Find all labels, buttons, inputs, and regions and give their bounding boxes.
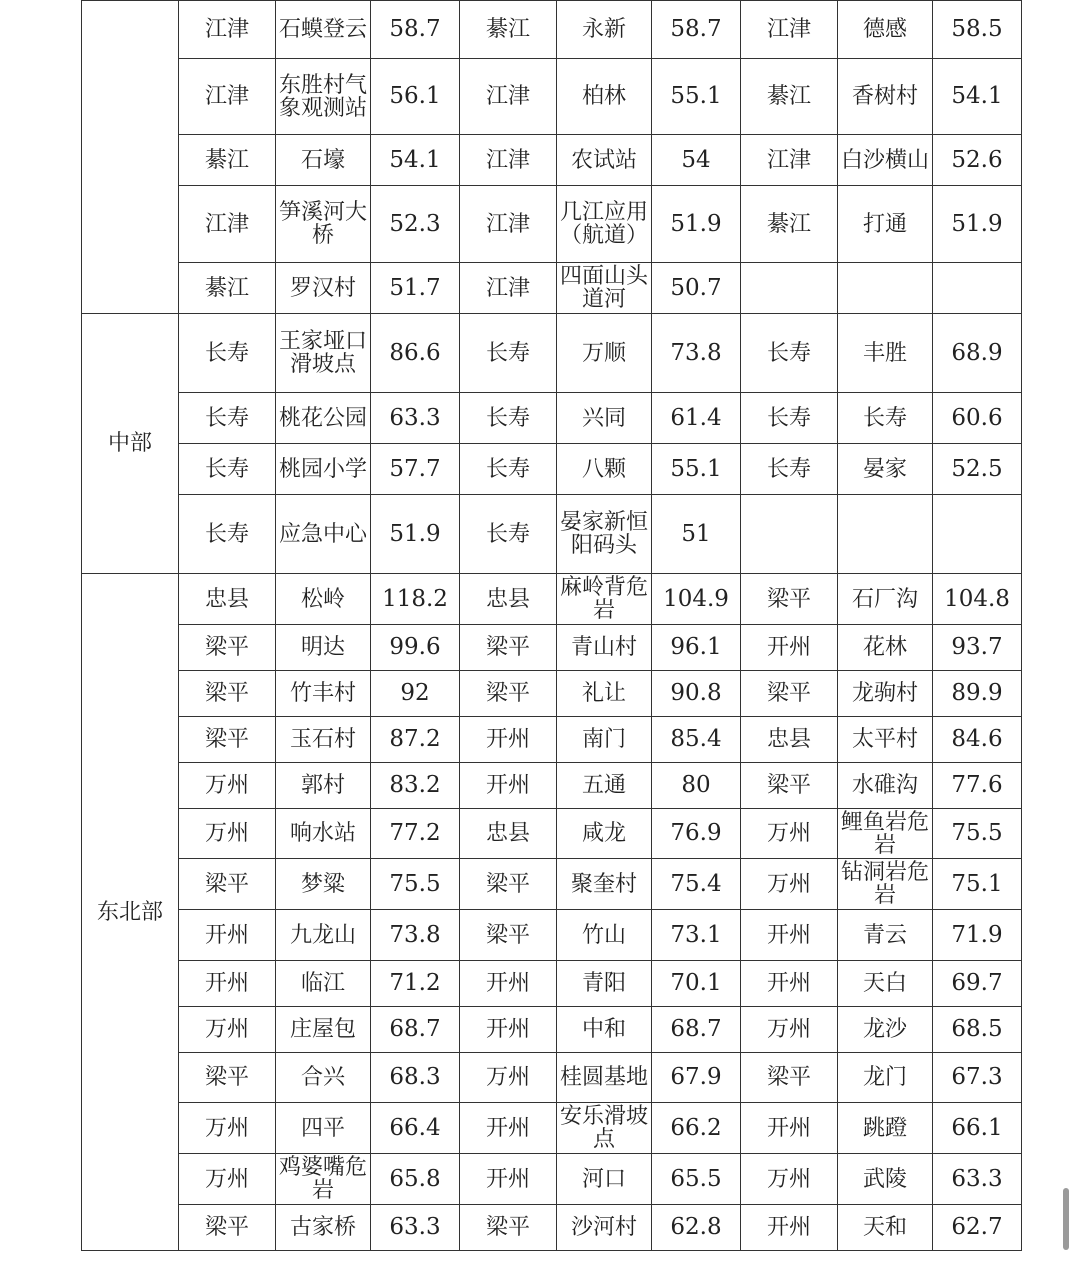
county-cell: 梁平 <box>179 717 276 763</box>
table-row <box>82 625 1022 671</box>
station-cell: 石蟆登云 <box>276 1 371 59</box>
rainfall-value-cell: 63.3 <box>371 1205 460 1251</box>
county-cell: 开州 <box>741 1205 838 1251</box>
county-cell: 开州 <box>741 961 838 1007</box>
station-cell: 白沙横山 <box>838 135 933 186</box>
rainfall-value-cell: 54.1 <box>933 59 1022 135</box>
station-cell: 九龙山 <box>276 910 371 961</box>
county-cell: 长寿 <box>741 314 838 393</box>
county-cell: 梁平 <box>179 671 276 717</box>
county-cell: 梁平 <box>741 574 838 625</box>
station-cell: 八颗 <box>557 444 652 495</box>
county-cell <box>741 263 838 314</box>
table-row <box>82 1205 1022 1251</box>
rainfall-value-cell: 62.8 <box>652 1205 741 1251</box>
rainfall-value-cell: 51 <box>652 495 741 574</box>
county-cell: 开州 <box>460 763 557 809</box>
station-cell: 龙沙 <box>838 1007 933 1053</box>
station-cell: 花林 <box>838 625 933 671</box>
station-cell: 香树村 <box>838 59 933 135</box>
county-cell: 忠县 <box>179 574 276 625</box>
county-cell: 开州 <box>741 625 838 671</box>
county-cell: 长寿 <box>179 444 276 495</box>
rainfall-value-cell: 84.6 <box>933 717 1022 763</box>
station-cell: 四平 <box>276 1103 371 1154</box>
rainfall-value-cell: 104.9 <box>652 574 741 625</box>
rainfall-value-cell: 54.1 <box>371 135 460 186</box>
rainfall-value-cell: 75.5 <box>371 859 460 910</box>
station-cell: 王家垭口滑坡点 <box>276 314 371 393</box>
county-cell: 梁平 <box>460 671 557 717</box>
rainfall-value-cell: 63.3 <box>933 1154 1022 1205</box>
station-cell: 麻岭背危岩 <box>557 574 652 625</box>
rainfall-value-cell: 73.8 <box>371 910 460 961</box>
rainfall-value-cell: 68.5 <box>933 1007 1022 1053</box>
rainfall-value-cell: 50.7 <box>652 263 741 314</box>
station-cell: 水碓沟 <box>838 763 933 809</box>
rainfall-value-cell: 83.2 <box>371 763 460 809</box>
county-cell: 长寿 <box>741 393 838 444</box>
station-cell: 晏家新恒阳码头 <box>557 495 652 574</box>
county-cell: 万州 <box>179 1103 276 1154</box>
rainfall-value-cell: 90.8 <box>652 671 741 717</box>
station-cell: 钻洞岩危岩 <box>838 859 933 910</box>
county-cell: 长寿 <box>741 444 838 495</box>
station-cell: 桂圆基地 <box>557 1053 652 1103</box>
county-cell: 梁平 <box>741 671 838 717</box>
table-row <box>82 186 1022 263</box>
county-cell: 开州 <box>460 717 557 763</box>
table-row <box>82 910 1022 961</box>
county-cell: 梁平 <box>179 859 276 910</box>
county-cell: 梁平 <box>460 625 557 671</box>
rainfall-value-cell: 75.4 <box>652 859 741 910</box>
table-row <box>82 809 1022 859</box>
rainfall-value-cell: 56.1 <box>371 59 460 135</box>
rainfall-value-cell: 86.6 <box>371 314 460 393</box>
rainfall-value-cell: 58.7 <box>652 1 741 59</box>
station-cell: 鸡婆嘴危岩 <box>276 1154 371 1205</box>
station-cell: 响水站 <box>276 809 371 859</box>
rainfall-value-cell: 104.8 <box>933 574 1022 625</box>
rainfall-value-cell: 92 <box>371 671 460 717</box>
table-row <box>82 859 1022 910</box>
scrollbar-thumb[interactable] <box>1063 1188 1069 1250</box>
rainfall-value-cell: 65.8 <box>371 1154 460 1205</box>
station-cell: 长寿 <box>838 393 933 444</box>
station-cell: 笋溪河大桥 <box>276 186 371 263</box>
station-cell: 安乐滑坡点 <box>557 1103 652 1154</box>
station-cell: 沙河村 <box>557 1205 652 1251</box>
rainfall-value-cell: 75.1 <box>933 859 1022 910</box>
rainfall-value-cell: 99.6 <box>371 625 460 671</box>
station-cell: 咸龙 <box>557 809 652 859</box>
rainfall-value-cell: 55.1 <box>652 59 741 135</box>
rainfall-value-cell: 55.1 <box>652 444 741 495</box>
county-cell: 万州 <box>741 1007 838 1053</box>
county-cell: 綦江 <box>179 263 276 314</box>
station-cell: 玉石村 <box>276 717 371 763</box>
county-cell: 梁平 <box>741 1053 838 1103</box>
station-cell: 聚奎村 <box>557 859 652 910</box>
station-cell: 石壕 <box>276 135 371 186</box>
rainfall-value-cell: 93.7 <box>933 625 1022 671</box>
station-cell: 松岭 <box>276 574 371 625</box>
station-cell: 天和 <box>838 1205 933 1251</box>
county-cell: 万州 <box>179 1154 276 1205</box>
station-cell: 东胜村气象观测站 <box>276 59 371 135</box>
county-cell: 江津 <box>179 186 276 263</box>
rainfall-value-cell <box>933 495 1022 574</box>
rainfall-value-cell: 118.2 <box>371 574 460 625</box>
rainfall-value-cell: 51.9 <box>652 186 741 263</box>
county-cell: 江津 <box>460 59 557 135</box>
county-cell: 万州 <box>179 1007 276 1053</box>
station-cell: 青阳 <box>557 961 652 1007</box>
station-cell <box>838 263 933 314</box>
rainfall-value-cell: 52.3 <box>371 186 460 263</box>
rainfall-value-cell: 76.9 <box>652 809 741 859</box>
station-cell: 梦粱 <box>276 859 371 910</box>
station-cell: 石厂沟 <box>838 574 933 625</box>
rainfall-value-cell: 67.9 <box>652 1053 741 1103</box>
county-cell: 万州 <box>741 809 838 859</box>
rainfall-value-cell: 57.7 <box>371 444 460 495</box>
rainfall-value-cell: 71.9 <box>933 910 1022 961</box>
region-cell: 东北部 <box>82 574 179 1251</box>
county-cell: 长寿 <box>460 495 557 574</box>
station-cell: 柏林 <box>557 59 652 135</box>
table-row <box>82 1053 1022 1103</box>
table-row <box>82 574 1022 625</box>
rainfall-value-cell: 71.2 <box>371 961 460 1007</box>
rainfall-table-body <box>82 1 1022 1251</box>
county-cell: 长寿 <box>460 314 557 393</box>
station-cell: 丰胜 <box>838 314 933 393</box>
station-cell: 应急中心 <box>276 495 371 574</box>
station-cell: 龙门 <box>838 1053 933 1103</box>
station-cell: 竹丰村 <box>276 671 371 717</box>
rainfall-value-cell: 68.7 <box>371 1007 460 1053</box>
county-cell: 忠县 <box>460 574 557 625</box>
rainfall-value-cell: 66.2 <box>652 1103 741 1154</box>
county-cell: 梁平 <box>460 910 557 961</box>
rainfall-value-cell: 51.7 <box>371 263 460 314</box>
county-cell: 忠县 <box>460 809 557 859</box>
station-cell: 合兴 <box>276 1053 371 1103</box>
county-cell: 开州 <box>460 1103 557 1154</box>
county-cell: 梁平 <box>460 859 557 910</box>
county-cell: 长寿 <box>179 314 276 393</box>
station-cell: 桃园小学 <box>276 444 371 495</box>
rainfall-value-cell: 52.6 <box>933 135 1022 186</box>
station-cell: 五通 <box>557 763 652 809</box>
rainfall-value-cell: 77.2 <box>371 809 460 859</box>
station-cell: 古家桥 <box>276 1205 371 1251</box>
rainfall-value-cell: 68.9 <box>933 314 1022 393</box>
station-cell: 永新 <box>557 1 652 59</box>
table-row <box>82 314 1022 393</box>
station-cell: 跳蹬 <box>838 1103 933 1154</box>
rainfall-value-cell: 61.4 <box>652 393 741 444</box>
station-cell: 中和 <box>557 1007 652 1053</box>
station-cell <box>838 495 933 574</box>
table-row <box>82 671 1022 717</box>
station-cell: 临江 <box>276 961 371 1007</box>
rainfall-value-cell: 66.4 <box>371 1103 460 1154</box>
rainfall-value-cell: 85.4 <box>652 717 741 763</box>
county-cell: 梁平 <box>179 625 276 671</box>
station-cell: 河口 <box>557 1154 652 1205</box>
rainfall-value-cell: 80 <box>652 763 741 809</box>
rainfall-value-cell: 54 <box>652 135 741 186</box>
county-cell: 万州 <box>741 859 838 910</box>
table-row <box>82 961 1022 1007</box>
county-cell: 江津 <box>460 186 557 263</box>
rainfall-value-cell: 68.7 <box>652 1007 741 1053</box>
station-cell: 青山村 <box>557 625 652 671</box>
county-cell: 江津 <box>460 263 557 314</box>
region-cell <box>82 1 179 314</box>
station-cell: 龙驹村 <box>838 671 933 717</box>
station-cell: 兴同 <box>557 393 652 444</box>
table-row <box>82 1 1022 59</box>
station-cell: 桃花公园 <box>276 393 371 444</box>
rainfall-value-cell: 77.6 <box>933 763 1022 809</box>
county-cell: 梁平 <box>179 1053 276 1103</box>
table-row <box>82 1103 1022 1154</box>
station-cell: 庄屋包 <box>276 1007 371 1053</box>
county-cell: 开州 <box>460 1154 557 1205</box>
station-cell: 郭村 <box>276 763 371 809</box>
county-cell: 梁平 <box>460 1205 557 1251</box>
station-cell: 武陵 <box>838 1154 933 1205</box>
county-cell: 江津 <box>179 59 276 135</box>
station-cell: 太平村 <box>838 717 933 763</box>
county-cell: 綦江 <box>460 1 557 59</box>
county-cell: 江津 <box>179 1 276 59</box>
rainfall-value-cell: 52.5 <box>933 444 1022 495</box>
rainfall-value-cell: 58.5 <box>933 1 1022 59</box>
station-cell: 罗汉村 <box>276 263 371 314</box>
rainfall-value-cell: 89.9 <box>933 671 1022 717</box>
rainfall-value-cell: 70.1 <box>652 961 741 1007</box>
station-cell: 农试站 <box>557 135 652 186</box>
rainfall-value-cell: 87.2 <box>371 717 460 763</box>
county-cell: 江津 <box>741 1 838 59</box>
rainfall-value-cell: 73.8 <box>652 314 741 393</box>
county-cell: 开州 <box>460 961 557 1007</box>
rainfall-value-cell: 96.1 <box>652 625 741 671</box>
county-cell: 万州 <box>179 763 276 809</box>
rainfall-value-cell: 65.5 <box>652 1154 741 1205</box>
rainfall-value-cell: 67.3 <box>933 1053 1022 1103</box>
county-cell: 长寿 <box>179 393 276 444</box>
county-cell: 长寿 <box>179 495 276 574</box>
station-cell: 天白 <box>838 961 933 1007</box>
station-cell: 晏家 <box>838 444 933 495</box>
table-row <box>82 763 1022 809</box>
rainfall-value-cell: 60.6 <box>933 393 1022 444</box>
county-cell: 梁平 <box>741 763 838 809</box>
county-cell: 开州 <box>741 1103 838 1154</box>
county-cell: 江津 <box>460 135 557 186</box>
rainfall-value-cell <box>933 263 1022 314</box>
rainfall-value-cell: 75.5 <box>933 809 1022 859</box>
county-cell: 开州 <box>179 961 276 1007</box>
table-row <box>82 263 1022 314</box>
station-cell: 德感 <box>838 1 933 59</box>
county-cell: 綦江 <box>741 59 838 135</box>
station-cell: 打通 <box>838 186 933 263</box>
county-cell: 万州 <box>179 809 276 859</box>
county-cell: 长寿 <box>460 444 557 495</box>
county-cell: 綦江 <box>179 135 276 186</box>
station-cell: 礼让 <box>557 671 652 717</box>
table-row <box>82 1007 1022 1053</box>
county-cell: 长寿 <box>460 393 557 444</box>
table-row <box>82 393 1022 444</box>
station-cell: 鲤鱼岩危岩 <box>838 809 933 859</box>
rainfall-value-cell: 73.1 <box>652 910 741 961</box>
station-cell: 四面山头道河 <box>557 263 652 314</box>
rainfall-value-cell: 69.7 <box>933 961 1022 1007</box>
table-row <box>82 59 1022 135</box>
county-cell: 万州 <box>741 1154 838 1205</box>
rainfall-value-cell: 68.3 <box>371 1053 460 1103</box>
county-cell: 江津 <box>741 135 838 186</box>
station-cell: 竹山 <box>557 910 652 961</box>
station-cell: 万顺 <box>557 314 652 393</box>
county-cell <box>741 495 838 574</box>
county-cell: 开州 <box>460 1007 557 1053</box>
station-cell: 几江应用（航道） <box>557 186 652 263</box>
rainfall-value-cell: 62.7 <box>933 1205 1022 1251</box>
table-row <box>82 1154 1022 1205</box>
table-row <box>82 135 1022 186</box>
county-cell: 开州 <box>179 910 276 961</box>
station-cell: 青云 <box>838 910 933 961</box>
table-row <box>82 495 1022 574</box>
station-cell: 南门 <box>557 717 652 763</box>
county-cell: 梁平 <box>179 1205 276 1251</box>
station-cell: 明达 <box>276 625 371 671</box>
table-row <box>82 444 1022 495</box>
rainfall-table <box>81 0 1022 1251</box>
county-cell: 开州 <box>741 910 838 961</box>
county-cell: 忠县 <box>741 717 838 763</box>
region-cell: 中部 <box>82 314 179 574</box>
rainfall-value-cell: 51.9 <box>371 495 460 574</box>
rainfall-value-cell: 58.7 <box>371 1 460 59</box>
county-cell: 綦江 <box>741 186 838 263</box>
rainfall-value-cell: 63.3 <box>371 393 460 444</box>
county-cell: 万州 <box>460 1053 557 1103</box>
table-row <box>82 717 1022 763</box>
rainfall-value-cell: 66.1 <box>933 1103 1022 1154</box>
rainfall-value-cell: 51.9 <box>933 186 1022 263</box>
